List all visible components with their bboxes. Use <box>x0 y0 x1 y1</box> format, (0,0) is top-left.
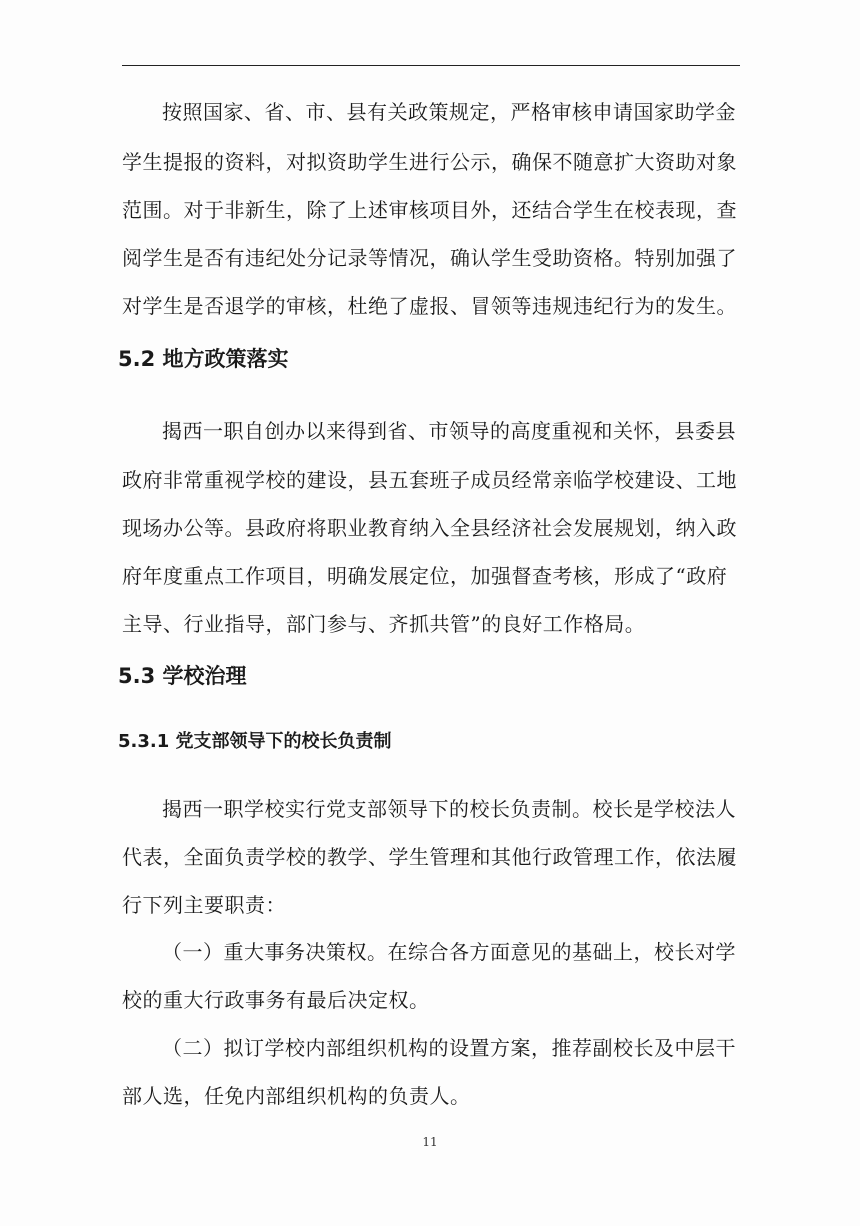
section-5-2-line-3: 现场办公等。县政府将职业教育纳入全县经济社会发展规划，纳入政 <box>122 516 737 540</box>
section-5-3-1-line-1: 揭西一职学校实行党支部领导下的校长负责制。校长是学校法人 <box>162 797 736 821</box>
paragraph-1-line-2: 学生提报的资料，对拟资助学生进行公示，确保不随意扩大资助对象 <box>122 150 737 174</box>
section-heading-5-2: 5.2 地方政策落实 <box>118 347 289 371</box>
section-5-3-1-line-3: 行下列主要职责： <box>122 893 286 917</box>
item-1-line-1: （一）重大事务决策权。在综合各方面意见的基础上，校长对学 <box>162 940 736 964</box>
section-5-2-line-1: 揭西一职自创办以来得到省、市领导的高度重视和关怀，县委县 <box>162 419 736 443</box>
section-5-2-line-2: 政府非常重视学校的建设，县五套班子成员经常亲临学校建设、工地 <box>122 468 737 492</box>
header-rule <box>122 65 740 66</box>
section-5-3-1-line-2: 代表，全面负责学校的教学、学生管理和其他行政管理工作，依法履 <box>122 845 737 869</box>
section-5-2-line-4: 府年度重点工作项目，明确发展定位，加强督查考核，形成了“政府 <box>122 564 728 588</box>
paragraph-1-line-3: 范围。对于非新生，除了上述审核项目外，还结合学生在校表现，查 <box>122 198 737 222</box>
item-2-line-1: （二）拟订学校内部组织机构的设置方案，推荐副校长及中层干 <box>162 1036 736 1060</box>
item-2-line-2: 部人选，任免内部组织机构的负责人。 <box>122 1084 471 1108</box>
subsection-heading-5-3-1: 5.3.1 党支部领导下的校长负责制 <box>118 731 392 752</box>
item-1-line-2: 校的重大行政事务有最后决定权。 <box>122 988 430 1012</box>
paragraph-1-line-4: 阅学生是否有违纪处分记录等情况，确认学生受助资格。特别加强了 <box>122 246 737 270</box>
section-heading-5-3: 5.3 学校治理 <box>118 664 247 688</box>
section-5-2-line-5: 主导、行业指导，部门参与、齐抓共管”的良好工作格局。 <box>122 612 646 636</box>
page-number: 11 <box>422 1135 438 1149</box>
paragraph-1-line-5: 对学生是否退学的审核，杜绝了虚报、冒领等违规违纪行为的发生。 <box>122 294 737 318</box>
paragraph-1-line-1: 按照国家、省、市、县有关政策规定，严格审核申请国家助学金 <box>162 100 736 124</box>
